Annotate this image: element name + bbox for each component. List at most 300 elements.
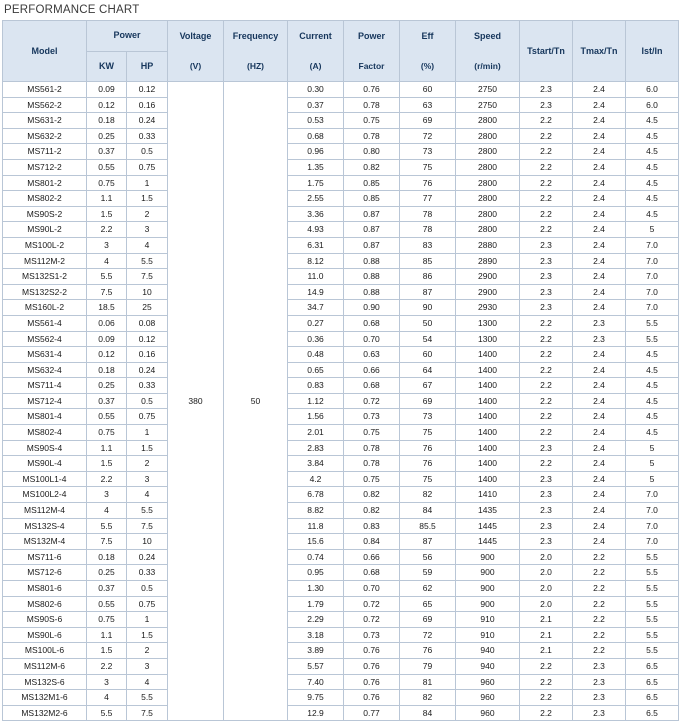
table-row xyxy=(3,565,679,581)
cell-power-factor: 0.63 xyxy=(344,347,400,363)
table-row xyxy=(3,269,679,285)
col-header-power-factor xyxy=(344,21,400,82)
cell-kw: 0.18 xyxy=(87,362,127,378)
cell-tmax: 2.4 xyxy=(573,347,626,363)
cell-tmax: 2.4 xyxy=(573,471,626,487)
cell-tstart: 2.3 xyxy=(520,82,573,98)
cell-power-factor: 0.66 xyxy=(344,362,400,378)
cell-hp: 5.5 xyxy=(127,253,168,269)
cell-kw: 2.2 xyxy=(87,222,127,238)
cell-current: 0.48 xyxy=(288,347,344,363)
cell-power-factor: 0.87 xyxy=(344,222,400,238)
cell-model: MS132M2-6 xyxy=(3,705,87,721)
cell-eff: 81 xyxy=(400,674,456,690)
table-body xyxy=(3,82,679,721)
table-row xyxy=(3,627,679,643)
cell-kw: 3 xyxy=(87,674,127,690)
cell-model: MS132S-4 xyxy=(3,518,87,534)
cell-tmax: 2.4 xyxy=(573,284,626,300)
cell-eff: 78 xyxy=(400,206,456,222)
cell-eff: 87 xyxy=(400,284,456,300)
cell-tmax: 2.3 xyxy=(573,658,626,674)
cell-kw: 0.12 xyxy=(87,97,127,113)
cell-eff: 63 xyxy=(400,97,456,113)
cell-tstart: 2.2 xyxy=(520,409,573,425)
cell-model: MS632-2 xyxy=(3,128,87,144)
performance-table xyxy=(2,20,679,721)
cell-model: MS801-6 xyxy=(3,581,87,597)
cell-tstart: 2.3 xyxy=(520,534,573,550)
cell-hp: 2 xyxy=(127,206,168,222)
cell-eff: 60 xyxy=(400,347,456,363)
cell-hp: 3 xyxy=(127,222,168,238)
cell-tstart: 2.0 xyxy=(520,581,573,597)
table-row xyxy=(3,128,679,144)
cell-speed: 2800 xyxy=(456,175,520,191)
col-header-voltage-line1: Voltage xyxy=(179,31,212,41)
cell-speed: 940 xyxy=(456,643,520,659)
cell-tstart: 2.2 xyxy=(520,206,573,222)
cell-current: 5.57 xyxy=(288,658,344,674)
cell-current: 15.6 xyxy=(288,534,344,550)
cell-current: 0.83 xyxy=(288,378,344,394)
cell-power-factor: 0.75 xyxy=(344,471,400,487)
cell-kw: 0.18 xyxy=(87,549,127,565)
cell-kw: 0.12 xyxy=(87,347,127,363)
cell-kw: 0.25 xyxy=(87,128,127,144)
cell-tmax: 2.4 xyxy=(573,237,626,253)
cell-ist: 5.5 xyxy=(626,549,679,565)
cell-tmax: 2.4 xyxy=(573,409,626,425)
cell-kw: 18.5 xyxy=(87,300,127,316)
cell-kw: 5.5 xyxy=(87,269,127,285)
cell-eff: 75 xyxy=(400,425,456,441)
cell-kw: 0.25 xyxy=(87,565,127,581)
cell-tstart: 2.2 xyxy=(520,393,573,409)
cell-tmax: 2.4 xyxy=(573,440,626,456)
col-header-voltage-line2: (V) xyxy=(189,61,202,71)
cell-ist: 7.0 xyxy=(626,534,679,550)
cell-speed: 1445 xyxy=(456,534,520,550)
cell-ist: 4.5 xyxy=(626,347,679,363)
cell-model: MS100L1-4 xyxy=(3,471,87,487)
cell-speed: 900 xyxy=(456,549,520,565)
cell-tmax: 2.4 xyxy=(573,300,626,316)
cell-power-factor: 0.76 xyxy=(344,82,400,98)
cell-power-factor: 0.84 xyxy=(344,534,400,550)
cell-tmax: 2.4 xyxy=(573,487,626,503)
cell-tstart: 2.3 xyxy=(520,503,573,519)
cell-current: 0.68 xyxy=(288,128,344,144)
table-row xyxy=(3,222,679,238)
cell-power-factor: 0.83 xyxy=(344,518,400,534)
col-header-current-line2: (A) xyxy=(309,61,322,71)
cell-power-factor: 0.72 xyxy=(344,612,400,628)
table-row xyxy=(3,393,679,409)
col-header-frequency-line2: (HZ) xyxy=(247,61,265,71)
cell-speed: 2880 xyxy=(456,237,520,253)
cell-model: MS561-4 xyxy=(3,315,87,331)
cell-model: MS132S2-2 xyxy=(3,284,87,300)
cell-ist: 5.5 xyxy=(626,331,679,347)
cell-kw: 0.75 xyxy=(87,612,127,628)
table-row xyxy=(3,253,679,269)
cell-tstart: 2.2 xyxy=(520,658,573,674)
cell-tstart: 2.2 xyxy=(520,362,573,378)
table-row xyxy=(3,425,679,441)
table-row xyxy=(3,347,679,363)
cell-current: 0.53 xyxy=(288,113,344,129)
cell-tmax: 2.4 xyxy=(573,253,626,269)
cell-speed: 2800 xyxy=(456,128,520,144)
cell-current: 0.65 xyxy=(288,362,344,378)
cell-tmax: 2.4 xyxy=(573,269,626,285)
cell-kw: 0.25 xyxy=(87,378,127,394)
cell-hp: 2 xyxy=(127,643,168,659)
cell-eff: 82 xyxy=(400,690,456,706)
cell-model: MS562-4 xyxy=(3,331,87,347)
table-row xyxy=(3,643,679,659)
cell-model: MS631-2 xyxy=(3,113,87,129)
cell-power-factor: 0.78 xyxy=(344,97,400,113)
cell-eff: 73 xyxy=(400,409,456,425)
col-header-ist: Ist/In xyxy=(626,21,679,82)
cell-hp: 4 xyxy=(127,237,168,253)
cell-kw: 0.75 xyxy=(87,425,127,441)
table-row xyxy=(3,471,679,487)
cell-speed: 900 xyxy=(456,596,520,612)
cell-frequency-merged: 50 xyxy=(224,82,288,721)
cell-eff: 67 xyxy=(400,378,456,394)
cell-hp: 25 xyxy=(127,300,168,316)
cell-power-factor: 0.85 xyxy=(344,175,400,191)
cell-current: 4.93 xyxy=(288,222,344,238)
cell-eff: 76 xyxy=(400,643,456,659)
cell-tstart: 2.0 xyxy=(520,596,573,612)
cell-ist: 7.0 xyxy=(626,269,679,285)
col-header-current-line1: Current xyxy=(299,31,332,41)
cell-ist: 7.0 xyxy=(626,518,679,534)
cell-current: 3.18 xyxy=(288,627,344,643)
cell-current: 7.40 xyxy=(288,674,344,690)
cell-model: MS712-6 xyxy=(3,565,87,581)
cell-hp: 3 xyxy=(127,471,168,487)
cell-speed: 1400 xyxy=(456,425,520,441)
cell-tmax: 2.4 xyxy=(573,175,626,191)
header-row-1 xyxy=(3,21,679,52)
cell-tstart: 2.2 xyxy=(520,347,573,363)
cell-tmax: 2.2 xyxy=(573,549,626,565)
cell-speed: 1400 xyxy=(456,393,520,409)
cell-hp: 0.5 xyxy=(127,144,168,160)
cell-current: 0.95 xyxy=(288,565,344,581)
cell-tmax: 2.4 xyxy=(573,191,626,207)
cell-tstart: 2.3 xyxy=(520,97,573,113)
col-header-power: Power xyxy=(87,21,168,52)
cell-ist: 5.5 xyxy=(626,565,679,581)
cell-model: MS801-4 xyxy=(3,409,87,425)
cell-kw: 0.37 xyxy=(87,581,127,597)
cell-model: MS90S-6 xyxy=(3,612,87,628)
cell-hp: 0.24 xyxy=(127,113,168,129)
cell-speed: 910 xyxy=(456,627,520,643)
cell-current: 4.2 xyxy=(288,471,344,487)
cell-power-factor: 0.72 xyxy=(344,393,400,409)
cell-speed: 2900 xyxy=(456,284,520,300)
cell-power-factor: 0.82 xyxy=(344,487,400,503)
cell-eff: 77 xyxy=(400,191,456,207)
cell-ist: 6.5 xyxy=(626,674,679,690)
cell-current: 1.35 xyxy=(288,159,344,175)
cell-hp: 0.12 xyxy=(127,82,168,98)
table-row xyxy=(3,487,679,503)
cell-tstart: 2.0 xyxy=(520,565,573,581)
cell-model: MS561-2 xyxy=(3,82,87,98)
cell-model: MS100L-2 xyxy=(3,237,87,253)
cell-power-factor: 0.90 xyxy=(344,300,400,316)
cell-tmax: 2.2 xyxy=(573,627,626,643)
cell-model: MS90L-4 xyxy=(3,456,87,472)
cell-kw: 0.09 xyxy=(87,82,127,98)
cell-kw: 0.37 xyxy=(87,393,127,409)
cell-tstart: 2.2 xyxy=(520,159,573,175)
cell-eff: 76 xyxy=(400,440,456,456)
cell-eff: 50 xyxy=(400,315,456,331)
cell-hp: 5.5 xyxy=(127,503,168,519)
cell-kw: 1.5 xyxy=(87,456,127,472)
cell-ist: 7.0 xyxy=(626,237,679,253)
cell-ist: 5.5 xyxy=(626,643,679,659)
cell-power-factor: 0.88 xyxy=(344,284,400,300)
cell-eff: 59 xyxy=(400,565,456,581)
cell-current: 0.30 xyxy=(288,82,344,98)
cell-model: MS100L-6 xyxy=(3,643,87,659)
cell-speed: 1410 xyxy=(456,487,520,503)
cell-tmax: 2.2 xyxy=(573,612,626,628)
cell-tstart: 2.2 xyxy=(520,191,573,207)
cell-kw: 0.09 xyxy=(87,331,127,347)
cell-ist: 4.5 xyxy=(626,206,679,222)
col-header-eff xyxy=(400,21,456,82)
cell-hp: 0.33 xyxy=(127,565,168,581)
cell-power-factor: 0.77 xyxy=(344,705,400,721)
cell-current: 2.83 xyxy=(288,440,344,456)
cell-model: MS632-4 xyxy=(3,362,87,378)
table-row xyxy=(3,581,679,597)
cell-model: MS711-6 xyxy=(3,549,87,565)
cell-speed: 1400 xyxy=(456,440,520,456)
cell-power-factor: 0.88 xyxy=(344,269,400,285)
cell-power-factor: 0.70 xyxy=(344,581,400,597)
cell-current: 6.31 xyxy=(288,237,344,253)
cell-hp: 4 xyxy=(127,487,168,503)
cell-tmax: 2.4 xyxy=(573,362,626,378)
cell-tmax: 2.2 xyxy=(573,581,626,597)
cell-speed: 2930 xyxy=(456,300,520,316)
cell-ist: 4.5 xyxy=(626,425,679,441)
cell-model: MS132S-6 xyxy=(3,674,87,690)
cell-ist: 5.5 xyxy=(626,581,679,597)
table-row xyxy=(3,300,679,316)
cell-power-factor: 0.80 xyxy=(344,144,400,160)
cell-eff: 83 xyxy=(400,237,456,253)
cell-eff: 78 xyxy=(400,222,456,238)
cell-ist: 4.5 xyxy=(626,159,679,175)
cell-tmax: 2.4 xyxy=(573,425,626,441)
cell-tmax: 2.4 xyxy=(573,82,626,98)
cell-power-factor: 0.76 xyxy=(344,658,400,674)
cell-hp: 10 xyxy=(127,284,168,300)
cell-model: MS711-2 xyxy=(3,144,87,160)
cell-speed: 2800 xyxy=(456,206,520,222)
cell-eff: 90 xyxy=(400,300,456,316)
table-row xyxy=(3,658,679,674)
cell-model: MS132M-4 xyxy=(3,534,87,550)
cell-kw: 0.55 xyxy=(87,159,127,175)
cell-model: MS112M-2 xyxy=(3,253,87,269)
cell-kw: 0.55 xyxy=(87,596,127,612)
cell-power-factor: 0.85 xyxy=(344,191,400,207)
table-row xyxy=(3,409,679,425)
table-row xyxy=(3,456,679,472)
cell-tmax: 2.4 xyxy=(573,378,626,394)
cell-current: 12.9 xyxy=(288,705,344,721)
table-row xyxy=(3,113,679,129)
cell-eff: 72 xyxy=(400,128,456,144)
cell-model: MS562-2 xyxy=(3,97,87,113)
cell-kw: 0.18 xyxy=(87,113,127,129)
table-row xyxy=(3,362,679,378)
cell-speed: 960 xyxy=(456,690,520,706)
cell-tstart: 2.1 xyxy=(520,627,573,643)
cell-speed: 900 xyxy=(456,565,520,581)
col-header-power-factor-line1: Power xyxy=(358,31,386,41)
cell-hp: 10 xyxy=(127,534,168,550)
cell-kw: 2.2 xyxy=(87,658,127,674)
cell-speed: 1435 xyxy=(456,503,520,519)
cell-ist: 6.5 xyxy=(626,658,679,674)
cell-hp: 0.5 xyxy=(127,393,168,409)
cell-power-factor: 0.78 xyxy=(344,456,400,472)
table-row xyxy=(3,191,679,207)
cell-eff: 84 xyxy=(400,503,456,519)
cell-eff: 64 xyxy=(400,362,456,378)
cell-model: MS90S-4 xyxy=(3,440,87,456)
cell-power-factor: 0.82 xyxy=(344,159,400,175)
cell-tstart: 2.2 xyxy=(520,222,573,238)
cell-eff: 54 xyxy=(400,331,456,347)
cell-voltage-merged: 380 xyxy=(168,82,224,721)
cell-kw: 2.2 xyxy=(87,471,127,487)
cell-kw: 3 xyxy=(87,237,127,253)
cell-tstart: 2.2 xyxy=(520,690,573,706)
cell-hp: 0.16 xyxy=(127,347,168,363)
cell-speed: 2900 xyxy=(456,269,520,285)
cell-current: 1.30 xyxy=(288,581,344,597)
cell-tstart: 2.3 xyxy=(520,440,573,456)
cell-tmax: 2.2 xyxy=(573,565,626,581)
table-header xyxy=(3,21,679,82)
col-header-speed-line2: (r/min) xyxy=(474,61,501,71)
cell-eff: 75 xyxy=(400,471,456,487)
cell-tstart: 2.2 xyxy=(520,315,573,331)
cell-ist: 6.5 xyxy=(626,690,679,706)
cell-power-factor: 0.68 xyxy=(344,315,400,331)
cell-kw: 7.5 xyxy=(87,534,127,550)
cell-speed: 1400 xyxy=(456,456,520,472)
cell-model: MS802-2 xyxy=(3,191,87,207)
cell-hp: 0.24 xyxy=(127,549,168,565)
cell-speed: 960 xyxy=(456,705,520,721)
cell-hp: 2 xyxy=(127,456,168,472)
cell-speed: 2750 xyxy=(456,82,520,98)
cell-ist: 5 xyxy=(626,471,679,487)
cell-current: 0.37 xyxy=(288,97,344,113)
cell-tmax: 2.3 xyxy=(573,331,626,347)
cell-model: MS90L-6 xyxy=(3,627,87,643)
table-row xyxy=(3,503,679,519)
cell-tstart: 2.3 xyxy=(520,471,573,487)
cell-ist: 4.5 xyxy=(626,144,679,160)
cell-eff: 84 xyxy=(400,705,456,721)
col-header-model: Model xyxy=(3,21,87,82)
cell-model: MS802-4 xyxy=(3,425,87,441)
cell-ist: 7.0 xyxy=(626,487,679,503)
col-header-hp: HP xyxy=(127,51,168,82)
table-row xyxy=(3,534,679,550)
cell-tstart: 2.3 xyxy=(520,487,573,503)
table-row xyxy=(3,674,679,690)
cell-speed: 2800 xyxy=(456,159,520,175)
table-row xyxy=(3,612,679,628)
cell-hp: 7.5 xyxy=(127,518,168,534)
cell-eff: 85 xyxy=(400,253,456,269)
cell-tstart: 2.3 xyxy=(520,284,573,300)
cell-hp: 0.33 xyxy=(127,378,168,394)
cell-eff: 73 xyxy=(400,144,456,160)
cell-model: MS801-2 xyxy=(3,175,87,191)
cell-hp: 1 xyxy=(127,175,168,191)
cell-current: 0.27 xyxy=(288,315,344,331)
cell-power-factor: 0.73 xyxy=(344,409,400,425)
cell-ist: 5 xyxy=(626,456,679,472)
cell-power-factor: 0.76 xyxy=(344,690,400,706)
cell-speed: 1400 xyxy=(456,362,520,378)
cell-hp: 1.5 xyxy=(127,627,168,643)
cell-hp: 1.5 xyxy=(127,440,168,456)
cell-hp: 1 xyxy=(127,612,168,628)
col-header-power-factor-line2: Factor xyxy=(358,61,385,71)
cell-hp: 0.12 xyxy=(127,331,168,347)
cell-current: 14.9 xyxy=(288,284,344,300)
cell-tmax: 2.3 xyxy=(573,705,626,721)
cell-speed: 2800 xyxy=(456,144,520,160)
cell-model: MS132M1-6 xyxy=(3,690,87,706)
cell-tstart: 2.1 xyxy=(520,643,573,659)
cell-tmax: 2.4 xyxy=(573,97,626,113)
cell-current: 9.75 xyxy=(288,690,344,706)
cell-current: 3.36 xyxy=(288,206,344,222)
cell-power-factor: 0.76 xyxy=(344,674,400,690)
col-header-eff-line1: Eff xyxy=(421,31,434,41)
cell-power-factor: 0.72 xyxy=(344,596,400,612)
cell-tmax: 2.4 xyxy=(573,456,626,472)
cell-power-factor: 0.88 xyxy=(344,253,400,269)
table-row xyxy=(3,284,679,300)
cell-eff: 79 xyxy=(400,658,456,674)
cell-ist: 6.5 xyxy=(626,705,679,721)
table-row xyxy=(3,518,679,534)
